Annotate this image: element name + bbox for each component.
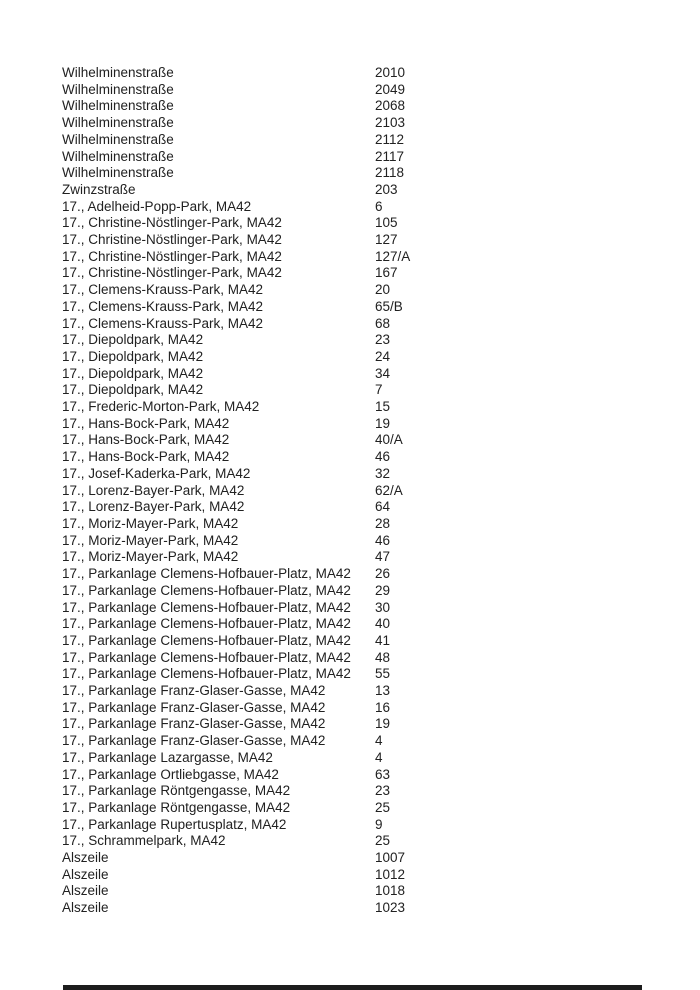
- row-number-value: 23: [375, 783, 391, 799]
- row-number-value: 25: [375, 799, 391, 815]
- list-row: [62, 800, 642, 817]
- row-location-name: Wilhelminenstraße: [62, 81, 174, 97]
- row-number-value: 55: [375, 666, 391, 682]
- row-number-value: 13: [375, 683, 391, 699]
- list-row: [62, 499, 642, 516]
- row-number-value: 28: [375, 515, 391, 531]
- row-location-name: Alszeile: [62, 883, 109, 899]
- row-number-value: 26: [375, 566, 391, 582]
- row-number-value: 47: [375, 549, 391, 565]
- row-number-value: 4: [375, 749, 383, 765]
- row-location-name: 17., Moriz-Mayer-Park, MA42: [62, 515, 239, 531]
- row-location-name: 17., Frederic-Morton-Park, MA42: [62, 399, 260, 415]
- row-number-value: 7: [375, 382, 383, 398]
- row-number-value: 40: [375, 616, 391, 632]
- list-row: [62, 549, 642, 566]
- row-number-value: 127/A: [375, 248, 411, 264]
- row-number-value: 2049: [375, 81, 406, 97]
- row-number-value: 1012: [375, 866, 406, 882]
- list-row: [62, 165, 642, 182]
- row-number-value: 41: [375, 632, 391, 648]
- row-number-value: 2103: [375, 115, 406, 131]
- list-row: [62, 666, 642, 683]
- row-location-name: 17., Lorenz-Bayer-Park, MA42: [62, 482, 245, 498]
- list-row: [62, 833, 642, 850]
- row-location-name: Zwinzstraße: [62, 181, 136, 197]
- row-location-name: 17., Moriz-Mayer-Park, MA42: [62, 549, 239, 565]
- list-row: [62, 282, 642, 299]
- list-row: [62, 399, 642, 416]
- row-number-value: 19: [375, 716, 391, 732]
- row-location-name: 17., Parkanlage Franz-Glaser-Gasse, MA42: [62, 716, 326, 732]
- row-number-value: 167: [375, 265, 398, 281]
- row-location-name: 17., Diepoldpark, MA42: [62, 382, 204, 398]
- row-number-value: 16: [375, 699, 391, 715]
- row-location-name: Alszeile: [62, 900, 109, 916]
- list-row: [62, 516, 642, 533]
- row-number-value: 203: [375, 181, 398, 197]
- row-number-value: 19: [375, 415, 391, 431]
- row-location-name: 17., Lorenz-Bayer-Park, MA42: [62, 499, 245, 515]
- row-number-value: 2118: [375, 165, 405, 181]
- list-row: [62, 600, 642, 617]
- list-row: [62, 466, 642, 483]
- location-list: [62, 65, 642, 917]
- row-location-name: 17., Christine-Nöstlinger-Park, MA42: [62, 265, 282, 281]
- row-location-name: 17., Parkanlage Clemens-Hofbauer-Platz, MA42: [62, 599, 351, 615]
- row-number-value: 127: [375, 232, 398, 248]
- list-row: [62, 215, 642, 232]
- list-row: [62, 716, 642, 733]
- list-row: [62, 867, 642, 884]
- row-number-value: 2010: [375, 65, 406, 80]
- list-row: [62, 265, 642, 282]
- row-location-name: 17., Josef-Kaderka-Park, MA42: [62, 465, 251, 481]
- row-number-value: 48: [375, 649, 391, 665]
- list-row: [62, 299, 642, 316]
- row-number-value: 32: [375, 465, 391, 481]
- list-row: [62, 332, 642, 349]
- list-row: [62, 182, 642, 199]
- row-location-name: 17., Hans-Bock-Park, MA42: [62, 415, 230, 431]
- row-number-value: 1018: [375, 883, 406, 899]
- row-location-name: 17., Parkanlage Ortliebgasse, MA42: [62, 766, 279, 782]
- list-row: [62, 750, 642, 767]
- row-location-name: 17., Parkanlage Clemens-Hofbauer-Platz, MA42: [62, 582, 351, 598]
- row-number-value: 68: [375, 315, 391, 331]
- row-number-value: 2112: [375, 131, 405, 147]
- row-number-value: 46: [375, 532, 391, 548]
- row-location-name: 17., Parkanlage Röntgengasse, MA42: [62, 799, 291, 815]
- row-location-name: 17., Hans-Bock-Park, MA42: [62, 449, 230, 465]
- list-row: [62, 566, 642, 583]
- row-number-value: 105: [375, 215, 398, 231]
- list-row: [62, 883, 642, 900]
- row-location-name: 17., Parkanlage Röntgengasse, MA42: [62, 783, 291, 799]
- list-row: [62, 583, 642, 600]
- row-location-name: Wilhelminenstraße: [62, 148, 174, 164]
- row-location-name: 17., Adelheid-Popp-Park, MA42: [62, 198, 252, 214]
- list-row: [62, 432, 642, 449]
- list-row: [62, 733, 642, 750]
- row-location-name: 17., Diepoldpark, MA42: [62, 332, 204, 348]
- row-number-value: 34: [375, 365, 391, 381]
- list-row: [62, 349, 642, 366]
- list-row: [62, 483, 642, 500]
- list-row: [62, 633, 642, 650]
- list-row: [62, 783, 642, 800]
- row-number-value: 64: [375, 499, 391, 515]
- list-row: [62, 199, 642, 216]
- row-location-name: 17., Clemens-Krauss-Park, MA42: [62, 315, 264, 331]
- row-number-value: 1023: [375, 900, 406, 916]
- list-row: [62, 767, 642, 784]
- row-number-value: 20: [375, 282, 391, 298]
- row-location-name: 17., Diepoldpark, MA42: [62, 365, 204, 381]
- list-row: [62, 449, 642, 466]
- list-row: [62, 149, 642, 166]
- row-location-name: Alszeile: [62, 850, 109, 866]
- row-number-value: 24: [375, 348, 391, 364]
- list-row: [62, 382, 642, 399]
- row-location-name: 17., Parkanlage Franz-Glaser-Gasse, MA42: [62, 699, 326, 715]
- list-row: [62, 533, 642, 550]
- row-number-value: 9: [375, 816, 383, 832]
- row-location-name: Wilhelminenstraße: [62, 131, 174, 147]
- row-location-name: 17., Parkanlage Franz-Glaser-Gasse, MA42: [62, 733, 326, 749]
- list-row: [62, 366, 642, 383]
- row-location-name: 17., Clemens-Krauss-Park, MA42: [62, 282, 264, 298]
- row-location-name: 17., Parkanlage Lazargasse, MA42: [62, 749, 273, 765]
- row-location-name: 17., Schrammelpark, MA42: [62, 833, 226, 849]
- row-number-value: 6: [375, 198, 383, 214]
- list-row: [62, 817, 642, 834]
- row-number-value: 23: [375, 332, 391, 348]
- row-location-name: 17., Parkanlage Clemens-Hofbauer-Platz, MA42: [62, 616, 351, 632]
- list-row: [62, 650, 642, 667]
- list-row: [62, 132, 642, 149]
- row-location-name: Wilhelminenstraße: [62, 65, 174, 80]
- list-row: [62, 316, 642, 333]
- row-location-name: 17., Parkanlage Clemens-Hofbauer-Platz, MA42: [62, 666, 351, 682]
- row-location-name: Wilhelminenstraße: [62, 115, 174, 131]
- list-row: [62, 98, 642, 115]
- row-location-name: 17., Parkanlage Clemens-Hofbauer-Platz, MA42: [62, 632, 351, 648]
- row-location-name: 17., Diepoldpark, MA42: [62, 348, 204, 364]
- row-number-value: 29: [375, 582, 391, 598]
- row-location-name: 17., Moriz-Mayer-Park, MA42: [62, 532, 239, 548]
- row-number-value: 25: [375, 833, 391, 849]
- row-location-name: 17., Clemens-Krauss-Park, MA42: [62, 298, 264, 314]
- row-number-value: 63: [375, 766, 391, 782]
- list-row: [62, 416, 642, 433]
- row-number-value: 1007: [375, 850, 406, 866]
- row-number-value: 65/B: [375, 298, 403, 314]
- row-location-name: 17., Parkanlage Clemens-Hofbauer-Platz, MA42: [62, 649, 351, 665]
- row-location-name: 17., Hans-Bock-Park, MA42: [62, 432, 230, 448]
- row-number-value: 2117: [375, 148, 405, 164]
- list-row: [62, 616, 642, 633]
- list-row: [62, 683, 642, 700]
- row-number-value: 30: [375, 599, 391, 615]
- row-location-name: Alszeile: [62, 866, 109, 882]
- list-row: [62, 900, 642, 917]
- row-location-name: 17., Parkanlage Franz-Glaser-Gasse, MA42: [62, 683, 326, 699]
- row-number-value: 2068: [375, 98, 406, 114]
- list-row: [62, 65, 642, 82]
- list-row: [62, 82, 642, 99]
- row-location-name: Wilhelminenstraße: [62, 165, 174, 181]
- list-row: [62, 232, 642, 249]
- row-number-value: 15: [375, 399, 391, 415]
- list-row: [62, 115, 642, 132]
- row-location-name: 17., Parkanlage Clemens-Hofbauer-Platz, MA42: [62, 566, 351, 582]
- row-location-name: Wilhelminenstraße: [62, 98, 174, 114]
- row-number-value: 40/A: [375, 432, 403, 448]
- row-number-value: 4: [375, 733, 383, 749]
- row-number-value: 46: [375, 449, 391, 465]
- row-location-name: 17., Christine-Nöstlinger-Park, MA42: [62, 232, 282, 248]
- row-location-name: 17., Christine-Nöstlinger-Park, MA42: [62, 215, 282, 231]
- clipped-partial-row: [63, 985, 642, 990]
- list-row: [62, 249, 642, 266]
- row-location-name: 17., Christine-Nöstlinger-Park, MA42: [62, 248, 282, 264]
- list-row: [62, 700, 642, 717]
- row-location-name: 17., Parkanlage Rupertusplatz, MA42: [62, 816, 287, 832]
- list-row: [62, 850, 642, 867]
- row-number-value: 62/A: [375, 482, 403, 498]
